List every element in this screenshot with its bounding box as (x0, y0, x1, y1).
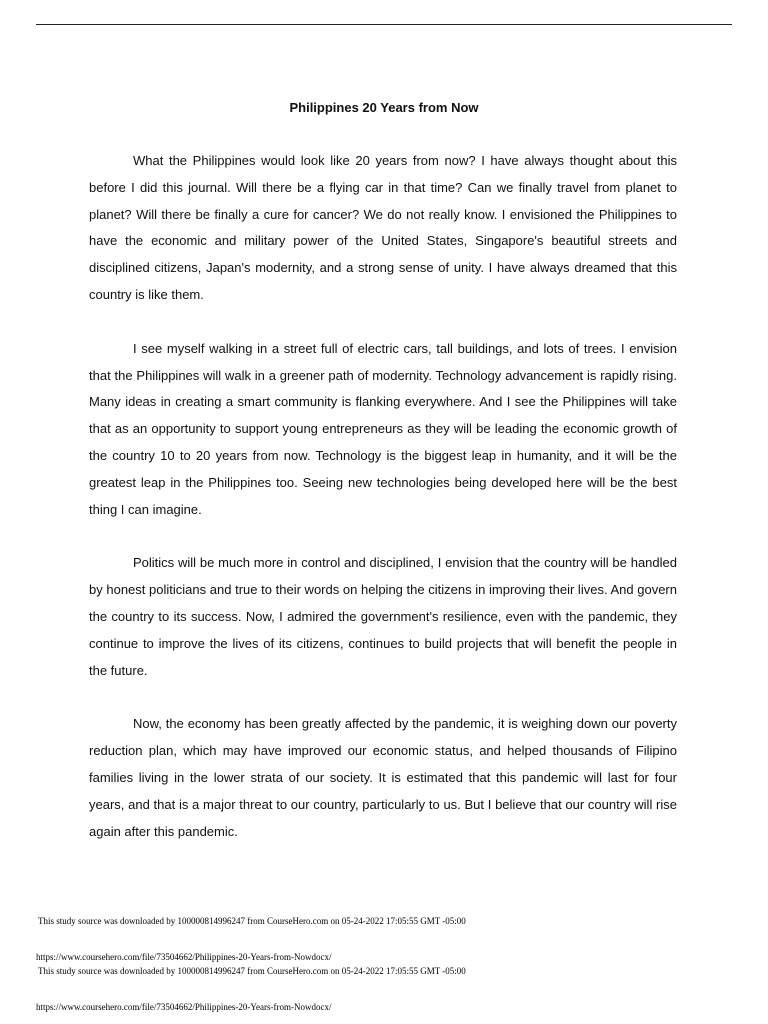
source-url-link[interactable]: https://www.coursehero.com/file/73504662/Philippines-20-Years-from-Nowdocx/ (36, 1002, 332, 1012)
paragraph-4: Now, the economy has been greatly affected by the pandemic, it is weighing down our poverty reduction plan, which may have improved our economic status, and helped thousands of Filipino families living in the lower strata of our society. It is estimated that this pandemic will last for four years, and that is a major threat to our country, particularly to us. But I believe that our country will rise again after this pandemic. (89, 716, 677, 839)
download-notice: This study source was downloaded by 100000814996247 from CourseHero.com on 05-24-2022 17:05:55 GMT -05:00 (38, 916, 466, 926)
paragraph-1: What the Philippines would look like 20 years from now? I have always thought about this before I did this journal. Will there be a flying car in that time? Can we finally travel from planet to planet? Will there be finally a cure for cancer? We do not really know. I envisioned the Philippines to have the economic and military power of the United States, Singapore's beautiful streets and disciplined citizens, Japan's modernity, and a strong sense of unity. I have always dreamed that this country is like them. (89, 153, 677, 302)
document-body (89, 148, 677, 872)
paragraph-3: Politics will be much more in control and disciplined, I envision that the country will be handled by honest politicians and true to their words on helping the citizens in improving their lives. And govern the country to its success. Now, I admired the government's resilience, even with the pandemic, they continue to improve the lives of its citizens, continues to build projects that will benefit the people in the future. (89, 555, 677, 678)
header-rule (36, 24, 732, 25)
source-url-link[interactable]: https://www.coursehero.com/file/73504662/Philippines-20-Years-from-Nowdocx/ (36, 952, 332, 962)
paragraph-2: I see myself walking in a street full of electric cars, tall buildings, and lots of trees. I envision that the Philippines will walk in a greener path of modernity. Technology advancement is rapidly rising. Many ideas in creating a smart community is flanking everywhere. And I see the Philippines will take that as an opportunity to support young entrepreneurs as they will be leading the economic growth of the country 10 to 20 years from now. Technology is the biggest leap in humanity, and it will be the greatest leap in the Philippines too. Seeing new technologies being developed here will be the best thing I can imagine. (89, 340, 677, 517)
download-notice: This study source was downloaded by 100000814996247 from CourseHero.com on 05-24-2022 17:05:55 GMT -05:00 (38, 966, 466, 976)
document-title: Philippines 20 Years from Now (289, 100, 479, 115)
